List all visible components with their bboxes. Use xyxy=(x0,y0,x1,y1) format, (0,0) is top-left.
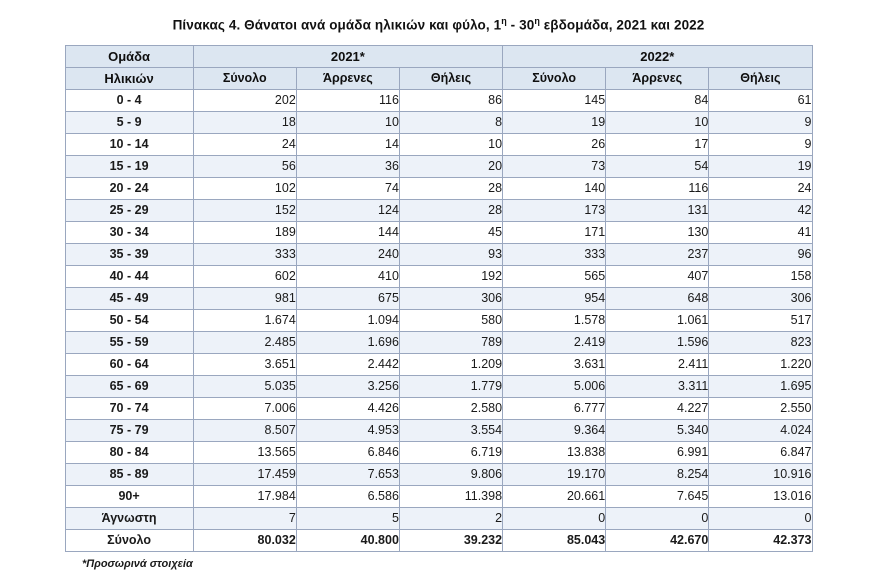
cell-2022-female: 9 xyxy=(709,133,812,155)
cell-2021-female: 28 xyxy=(399,177,502,199)
cell-2022-total: 1.578 xyxy=(503,309,606,331)
cell-2022-male: 10 xyxy=(606,111,709,133)
title-suffix: εβδομάδα, 2021 και 2022 xyxy=(539,17,705,33)
row-age-label: 85 - 89 xyxy=(65,463,193,485)
cell-2022-female: 9 xyxy=(709,111,812,133)
row-age-label: 90+ xyxy=(65,485,193,507)
table-row xyxy=(65,155,812,177)
cell-2022-female: 41 xyxy=(709,221,812,243)
cell-2022-total: 173 xyxy=(503,199,606,221)
cell-2022-total: 73 xyxy=(503,155,606,177)
cell-2021-male: 144 xyxy=(296,221,399,243)
cell-2022-female: 517 xyxy=(709,309,812,331)
cell-2021-female: 10 xyxy=(399,133,502,155)
table-row xyxy=(65,89,812,111)
cell-2022-female: 61 xyxy=(709,89,812,111)
subheader-2021-total: Σύνολο xyxy=(193,67,296,89)
row-age-label: 45 - 49 xyxy=(65,287,193,309)
cell-2021-total: 3.651 xyxy=(193,353,296,375)
cell-2021-male: 36 xyxy=(296,155,399,177)
row-age-label: Άγνωστη xyxy=(65,507,193,529)
cell-2021-female: 1.209 xyxy=(399,353,502,375)
table-row xyxy=(65,287,812,309)
cell-2021-female: 93 xyxy=(399,243,502,265)
age-group-header-line2: Ηλικιών xyxy=(65,67,193,89)
cell-2022-male: 0 xyxy=(606,507,709,529)
cell-2021-female: 11.398 xyxy=(399,485,502,507)
row-age-label: 40 - 44 xyxy=(65,265,193,287)
table-row xyxy=(65,419,812,441)
row-age-label: 55 - 59 xyxy=(65,331,193,353)
row-age-label: 65 - 69 xyxy=(65,375,193,397)
row-age-label: 60 - 64 xyxy=(65,353,193,375)
cell-2021-total: 189 xyxy=(193,221,296,243)
table-header-sub-row xyxy=(65,67,812,89)
cell-2022-total: 19 xyxy=(503,111,606,133)
table-row xyxy=(65,265,812,287)
cell-2022-female: 158 xyxy=(709,265,812,287)
cell-2021-male: 14 xyxy=(296,133,399,155)
total-2021-male: 40.800 xyxy=(296,529,399,551)
cell-2021-total: 17.459 xyxy=(193,463,296,485)
subheader-2022-female: Θήλεις xyxy=(709,67,812,89)
cell-2022-total: 5.006 xyxy=(503,375,606,397)
cell-2022-female: 1.695 xyxy=(709,375,812,397)
cell-2021-total: 13.565 xyxy=(193,441,296,463)
cell-2021-female: 789 xyxy=(399,331,502,353)
cell-2022-male: 130 xyxy=(606,221,709,243)
subheader-2022-male: Άρρενες xyxy=(606,67,709,89)
cell-2021-female: 28 xyxy=(399,199,502,221)
row-age-label: 0 - 4 xyxy=(65,89,193,111)
row-age-label: 50 - 54 xyxy=(65,309,193,331)
cell-2021-total: 333 xyxy=(193,243,296,265)
row-age-label: 75 - 79 xyxy=(65,419,193,441)
deaths-table xyxy=(65,45,813,552)
table-footnote: *Προσωρινά στοιχεία xyxy=(82,557,193,570)
cell-2021-total: 152 xyxy=(193,199,296,221)
cell-2021-male: 74 xyxy=(296,177,399,199)
total-label: Σύνολο xyxy=(65,529,193,551)
table-row xyxy=(65,331,812,353)
table-row xyxy=(65,177,812,199)
cell-2022-male: 54 xyxy=(606,155,709,177)
row-age-label: 15 - 19 xyxy=(65,155,193,177)
cell-2022-male: 17 xyxy=(606,133,709,155)
table-row xyxy=(65,133,812,155)
cell-2022-total: 140 xyxy=(503,177,606,199)
subheader-2021-male: Άρρενες xyxy=(296,67,399,89)
cell-2021-female: 20 xyxy=(399,155,502,177)
cell-2022-total: 19.170 xyxy=(503,463,606,485)
row-age-label: 20 - 24 xyxy=(65,177,193,199)
cell-2021-total: 17.984 xyxy=(193,485,296,507)
cell-2021-male: 1.094 xyxy=(296,309,399,331)
cell-2022-total: 13.838 xyxy=(503,441,606,463)
cell-2022-female: 823 xyxy=(709,331,812,353)
row-age-label: 80 - 84 xyxy=(65,441,193,463)
cell-2021-total: 1.674 xyxy=(193,309,296,331)
total-2021-female: 39.232 xyxy=(399,529,502,551)
cell-2022-female: 96 xyxy=(709,243,812,265)
cell-2021-female: 580 xyxy=(399,309,502,331)
cell-2021-male: 6.846 xyxy=(296,441,399,463)
cell-2022-male: 1.596 xyxy=(606,331,709,353)
cell-2021-total: 2.485 xyxy=(193,331,296,353)
cell-2021-total: 56 xyxy=(193,155,296,177)
cell-2022-male: 3.311 xyxy=(606,375,709,397)
cell-2022-total: 0 xyxy=(503,507,606,529)
row-age-label: 70 - 74 xyxy=(65,397,193,419)
cell-2022-total: 9.364 xyxy=(503,419,606,441)
table-row xyxy=(65,507,812,529)
cell-2022-male: 7.645 xyxy=(606,485,709,507)
cell-2021-male: 10 xyxy=(296,111,399,133)
row-age-label: 25 - 29 xyxy=(65,199,193,221)
table-body xyxy=(65,89,812,551)
total-2022-female: 42.373 xyxy=(709,529,812,551)
subheader-2021-female: Θήλεις xyxy=(399,67,502,89)
cell-2022-male: 5.340 xyxy=(606,419,709,441)
title-prefix: Πίνακας 4. Θάνατοι ανά ομάδα ηλικιών και φύλο, 1 xyxy=(172,17,502,33)
table-row xyxy=(65,463,812,485)
table-head xyxy=(65,45,812,89)
total-2022-total: 85.043 xyxy=(503,529,606,551)
cell-2022-female: 10.916 xyxy=(709,463,812,485)
table-row xyxy=(65,199,812,221)
total-2021-total: 80.032 xyxy=(193,529,296,551)
cell-2021-male: 116 xyxy=(296,89,399,111)
year-header-2022: 2022* xyxy=(503,45,812,67)
cell-2021-total: 602 xyxy=(193,265,296,287)
cell-2022-female: 6.847 xyxy=(709,441,812,463)
year-header-2021: 2021* xyxy=(193,45,502,67)
cell-2021-male: 4.953 xyxy=(296,419,399,441)
row-age-label: 30 - 34 xyxy=(65,221,193,243)
cell-2022-female: 1.220 xyxy=(709,353,812,375)
cell-2022-male: 131 xyxy=(606,199,709,221)
cell-2022-male: 407 xyxy=(606,265,709,287)
cell-2021-total: 24 xyxy=(193,133,296,155)
cell-2022-male: 4.227 xyxy=(606,397,709,419)
cell-2021-female: 1.779 xyxy=(399,375,502,397)
cell-2021-male: 1.696 xyxy=(296,331,399,353)
row-age-label: 35 - 39 xyxy=(65,243,193,265)
cell-2021-total: 18 xyxy=(193,111,296,133)
cell-2022-male: 8.254 xyxy=(606,463,709,485)
table-row xyxy=(65,309,812,331)
cell-2022-total: 26 xyxy=(503,133,606,155)
cell-2021-total: 981 xyxy=(193,287,296,309)
total-2022-male: 42.670 xyxy=(606,529,709,551)
cell-2021-total: 202 xyxy=(193,89,296,111)
table-header-group-row xyxy=(65,45,812,67)
cell-2021-male: 6.586 xyxy=(296,485,399,507)
table-row xyxy=(65,441,812,463)
table-row xyxy=(65,221,812,243)
cell-2022-male: 237 xyxy=(606,243,709,265)
cell-2022-male: 2.411 xyxy=(606,353,709,375)
title-sup-1: η xyxy=(501,16,507,26)
table-total-row xyxy=(65,529,812,551)
page-title xyxy=(40,16,837,33)
cell-2021-female: 8 xyxy=(399,111,502,133)
cell-2021-male: 240 xyxy=(296,243,399,265)
cell-2022-total: 2.419 xyxy=(503,331,606,353)
cell-2021-total: 8.507 xyxy=(193,419,296,441)
cell-2021-female: 9.806 xyxy=(399,463,502,485)
table-row xyxy=(65,243,812,265)
row-age-label: 10 - 14 xyxy=(65,133,193,155)
cell-2021-male: 4.426 xyxy=(296,397,399,419)
cell-2021-male: 675 xyxy=(296,287,399,309)
cell-2021-total: 7.006 xyxy=(193,397,296,419)
cell-2021-male: 5 xyxy=(296,507,399,529)
cell-2022-male: 1.061 xyxy=(606,309,709,331)
cell-2022-female: 306 xyxy=(709,287,812,309)
title-middle: - 30 xyxy=(506,17,535,33)
cell-2021-female: 2 xyxy=(399,507,502,529)
table-row xyxy=(65,375,812,397)
cell-2022-female: 2.550 xyxy=(709,397,812,419)
cell-2022-total: 171 xyxy=(503,221,606,243)
cell-2022-female: 0 xyxy=(709,507,812,529)
cell-2022-total: 6.777 xyxy=(503,397,606,419)
cell-2021-male: 2.442 xyxy=(296,353,399,375)
cell-2022-female: 4.024 xyxy=(709,419,812,441)
cell-2021-total: 5.035 xyxy=(193,375,296,397)
table-row xyxy=(65,485,812,507)
table-row xyxy=(65,353,812,375)
cell-2022-total: 3.631 xyxy=(503,353,606,375)
cell-2022-male: 84 xyxy=(606,89,709,111)
subheader-2022-total: Σύνολο xyxy=(503,67,606,89)
table-row xyxy=(65,111,812,133)
row-age-label: 5 - 9 xyxy=(65,111,193,133)
cell-2022-total: 20.661 xyxy=(503,485,606,507)
cell-2021-male: 410 xyxy=(296,265,399,287)
cell-2022-female: 19 xyxy=(709,155,812,177)
cell-2022-male: 648 xyxy=(606,287,709,309)
cell-2022-total: 333 xyxy=(503,243,606,265)
age-group-header-line1: Ομάδα xyxy=(108,48,151,64)
cell-2021-female: 6.719 xyxy=(399,441,502,463)
cell-2021-female: 86 xyxy=(399,89,502,111)
cell-2021-female: 192 xyxy=(399,265,502,287)
cell-2022-total: 565 xyxy=(503,265,606,287)
title-sup-2: η xyxy=(534,16,540,26)
cell-2022-male: 116 xyxy=(606,177,709,199)
cell-2021-total: 102 xyxy=(193,177,296,199)
cell-2021-total: 7 xyxy=(193,507,296,529)
cell-2022-total: 145 xyxy=(503,89,606,111)
cell-2022-total: 954 xyxy=(503,287,606,309)
cell-2021-female: 45 xyxy=(399,221,502,243)
cell-2022-male: 6.991 xyxy=(606,441,709,463)
cell-2022-female: 42 xyxy=(709,199,812,221)
cell-2021-male: 3.256 xyxy=(296,375,399,397)
cell-2022-female: 13.016 xyxy=(709,485,812,507)
cell-2022-female: 24 xyxy=(709,177,812,199)
table-row xyxy=(65,397,812,419)
cell-2021-male: 124 xyxy=(296,199,399,221)
cell-2021-female: 306 xyxy=(399,287,502,309)
cell-2021-female: 2.580 xyxy=(399,397,502,419)
age-group-header xyxy=(65,45,193,67)
cell-2021-male: 7.653 xyxy=(296,463,399,485)
cell-2021-female: 3.554 xyxy=(399,419,502,441)
